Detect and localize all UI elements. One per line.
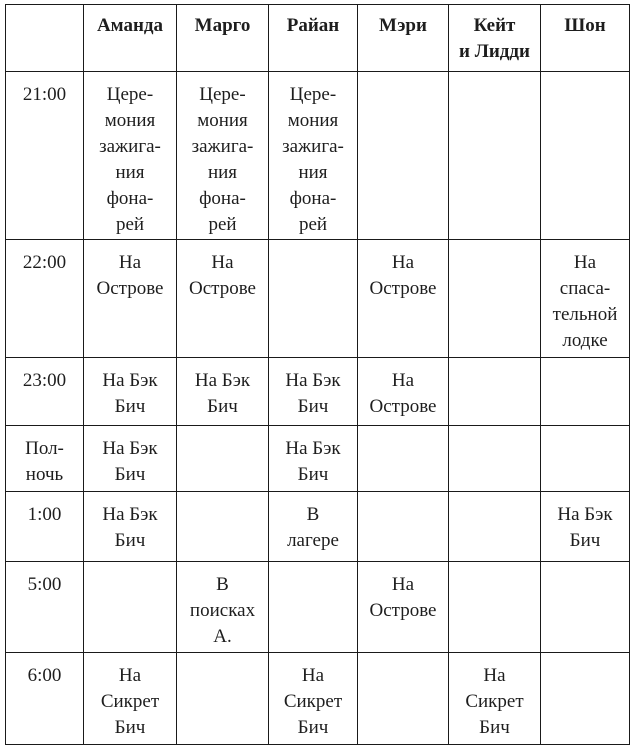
text-line: Мэри: [379, 15, 427, 36]
text-line: и Лидди: [459, 41, 530, 62]
table-row: [6, 562, 630, 653]
text-line: зажига-: [99, 136, 161, 157]
time-cell: [6, 358, 84, 426]
cell-sean: [541, 562, 630, 653]
text-line: зажига-: [282, 136, 344, 157]
text-line: Кейт: [473, 15, 516, 36]
text-line: лагере: [287, 530, 339, 551]
text-line: На: [118, 252, 142, 273]
time-cell: [6, 492, 84, 562]
cell-sean: [541, 358, 630, 426]
text-line: Острове: [369, 278, 437, 299]
cell-margo: [177, 492, 269, 562]
text-line: На Бэк: [102, 438, 158, 459]
text-line: ния: [207, 162, 238, 183]
table-row: [6, 653, 630, 745]
text-line: Острове: [189, 278, 256, 299]
text-line: мония: [197, 110, 248, 131]
text-line: рей: [208, 214, 237, 235]
cell-kate-liddy: [449, 492, 541, 562]
text-line: 5:00: [27, 574, 62, 595]
cell-sean: [541, 653, 630, 745]
text-line: Пол-: [25, 438, 64, 459]
cell-amanda: [84, 72, 177, 240]
text-line: Острове: [96, 278, 164, 299]
time-cell: [6, 72, 84, 240]
text-line: Острове: [369, 396, 437, 417]
cell-margo: [177, 562, 269, 653]
cell-ryan: [269, 358, 358, 426]
cell-ryan: [269, 562, 358, 653]
text-line: На: [573, 252, 597, 273]
text-line: Бич: [207, 396, 238, 417]
text-line: На: [391, 370, 415, 391]
cell-margo: [177, 653, 269, 745]
text-line: На: [211, 252, 234, 273]
table-row: [6, 240, 630, 358]
text-line: А.: [213, 626, 232, 647]
text-line: На Бэк: [285, 438, 341, 459]
cell-ryan: [269, 426, 358, 492]
cell-margo: [177, 240, 269, 358]
text-line: На Бэк: [285, 370, 341, 391]
text-line: Бич: [297, 717, 329, 738]
text-line: В: [306, 504, 320, 525]
text-line: Аманда: [96, 15, 164, 36]
header-ryan: [269, 5, 358, 72]
text-line: 1:00: [27, 504, 62, 525]
text-line: Сикрет: [283, 691, 343, 712]
text-line: На: [118, 665, 142, 686]
text-line: 21:00: [22, 84, 67, 105]
text-line: Сикрет: [465, 691, 524, 712]
text-line: Бич: [569, 530, 601, 551]
cell-amanda: [84, 562, 177, 653]
cell-kate-liddy: [449, 653, 541, 745]
table-row: [6, 492, 630, 562]
text-line: Бич: [297, 396, 329, 417]
cell-mary: [358, 492, 449, 562]
time-cell: [6, 426, 84, 492]
cell-mary: [358, 562, 449, 653]
text-line: рей: [298, 214, 328, 235]
text-line: 22:00: [22, 252, 67, 273]
text-line: Цере-: [289, 84, 337, 105]
cell-amanda: [84, 240, 177, 358]
table-row: [6, 426, 630, 492]
text-line: На: [483, 665, 506, 686]
text-line: зажига-: [191, 136, 254, 157]
text-line: На Бэк: [557, 504, 613, 525]
cell-amanda: [84, 653, 177, 745]
cell-amanda: [84, 426, 177, 492]
schedule-body: [6, 72, 630, 745]
cell-kate-liddy: [449, 240, 541, 358]
cell-kate-liddy: [449, 72, 541, 240]
text-line: 23:00: [22, 370, 67, 391]
text-line: Бич: [479, 717, 510, 738]
text-line: фона-: [199, 188, 246, 209]
cell-mary: [358, 653, 449, 745]
cell-mary: [358, 72, 449, 240]
text-line: мония: [287, 110, 339, 131]
text-line: Острове: [369, 600, 437, 621]
text-line: На Бэк: [102, 370, 158, 391]
cell-sean: [541, 240, 630, 358]
cell-ryan: [269, 653, 358, 745]
header-amanda: [84, 5, 177, 72]
header-margo: [177, 5, 269, 72]
time-cell: [6, 240, 84, 358]
text-line: На: [391, 252, 415, 273]
time-cell: [6, 562, 84, 653]
time-cell: [6, 653, 84, 745]
cell-ryan: [269, 72, 358, 240]
table-row: [6, 358, 630, 426]
cell-ryan: [269, 240, 358, 358]
cell-kate-liddy: [449, 426, 541, 492]
cell-mary: [358, 358, 449, 426]
text-line: Райан: [286, 15, 340, 36]
header-mary: [358, 5, 449, 72]
text-line: рей: [115, 214, 145, 235]
text-line: фона-: [289, 188, 337, 209]
text-line: На Бэк: [102, 504, 158, 525]
cell-kate-liddy: [449, 562, 541, 653]
text-line: поисках: [189, 600, 256, 621]
cell-amanda: [84, 492, 177, 562]
cell-margo: [177, 426, 269, 492]
text-line: Шон: [564, 15, 606, 36]
text-line: Бич: [114, 717, 146, 738]
table-row: [6, 72, 630, 240]
text-line: ния: [115, 162, 145, 183]
text-line: спаса-: [559, 278, 611, 299]
cell-margo: [177, 358, 269, 426]
text-line: Цере-: [199, 84, 246, 105]
cell-sean: [541, 72, 630, 240]
cell-amanda: [84, 358, 177, 426]
text-line: фона-: [106, 188, 154, 209]
corner-cell: [6, 5, 84, 72]
text-line: На: [301, 665, 325, 686]
text-line: Сикрет: [100, 691, 160, 712]
text-line: Бич: [114, 396, 146, 417]
header-row: [6, 5, 630, 72]
text-line: ночь: [25, 464, 64, 485]
header-kate-liddy: [449, 5, 541, 72]
header-sean: [541, 5, 630, 72]
text-line: мония: [104, 110, 156, 131]
text-line: Бич: [114, 464, 146, 485]
cell-sean: [541, 492, 630, 562]
text-line: ния: [298, 162, 328, 183]
text-line: Цере-: [106, 84, 154, 105]
text-line: На: [391, 574, 415, 595]
cell-mary: [358, 240, 449, 358]
cell-margo: [177, 72, 269, 240]
cell-sean: [541, 426, 630, 492]
text-line: В: [216, 574, 229, 595]
text-line: лодке: [562, 330, 608, 351]
text-line: тельной: [552, 304, 618, 325]
schedule-table: [5, 4, 630, 745]
cell-mary: [358, 426, 449, 492]
text-line: Марго: [194, 15, 251, 36]
text-line: 6:00: [27, 665, 62, 686]
text-line: Бич: [297, 464, 329, 485]
cell-kate-liddy: [449, 358, 541, 426]
text-line: Бич: [114, 530, 146, 551]
cell-ryan: [269, 492, 358, 562]
text-line: На Бэк: [194, 370, 251, 391]
